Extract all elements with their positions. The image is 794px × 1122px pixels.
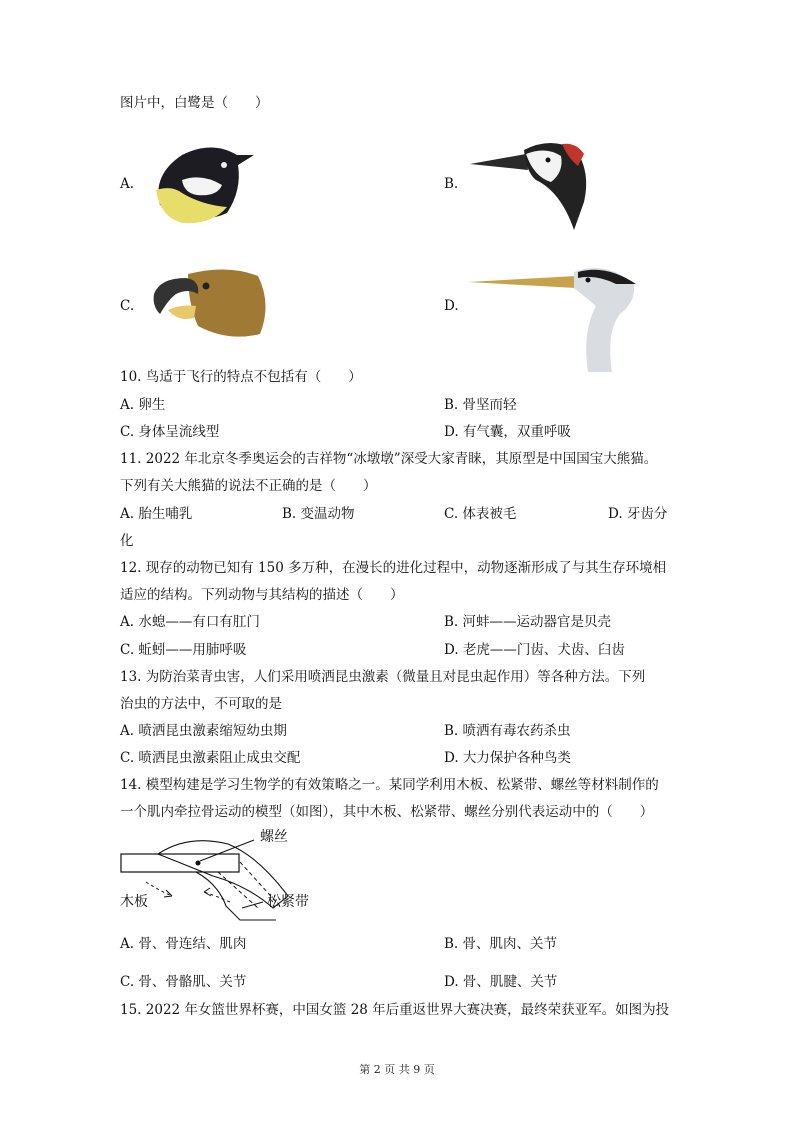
great-tit-head-icon [142,135,256,227]
question-13-stem-line2: 治虫的方法中，不可取的是 [120,696,282,712]
q14-option-c: C. 骨、骨骼肌、关节 [120,974,247,990]
q12-option-a: A. 水螅——有口有肛门 [120,614,260,630]
q11-option-a: A. 胎生哺乳 [120,506,193,522]
q13-option-d: D. 大力保护各种鸟类 [444,750,571,766]
question-13-stem-line1: 13. 为防治菜青虫害，人们采用喷洒昆虫激素（微量且对昆虫起作用）等各种方法。下列 [120,669,646,685]
diagram-label-elastic: 松紧带 [267,894,309,910]
question-9-stem: 图片中，白鹭是（ ） [120,95,269,111]
question-15-stem-line1: 15. 2022 年女篮世界杯赛，中国女篮 28 年后重返世界大赛决赛，最终荣获亚军。如图为投 [120,1002,670,1018]
diagram-label-board: 木板 [120,894,148,910]
q11-option-d: D. 牙齿分 [608,506,668,522]
q10-option-d: D. 有气囊，双重呼吸 [444,424,571,440]
option-a-label: A. [120,176,135,192]
diagram-label-screw: 螺丝 [260,829,288,845]
question-14-stem-line1: 14. 模型构建是学习生物学的有效策略之一。某同学利用木板、松紧带、螺丝等材料制作的 [120,777,659,793]
q13-option-a: A. 喷洒昆虫激素缩短幼虫期 [120,723,287,739]
q12-option-b: B. 河蚌——运动器官是贝壳 [444,614,612,630]
option-b-label: B. [444,176,459,192]
q14-option-b: B. 骨、肌肉、关节 [444,936,558,952]
heron-head-icon [466,262,642,374]
q11-option-b: B. 变温动物 [282,506,355,522]
q14-option-d: D. 骨、肌腱、关节 [444,974,558,990]
q13-option-c: C. 喷洒昆虫激素阻止成虫交配 [120,750,301,766]
question-12-stem-line1: 12. 现存的动物已知有 150 多万种，在漫长的进化过程中，动物逐渐形成了与其生存环境相 [120,560,667,576]
option-d-label: D. [444,298,459,314]
q14-option-a: A. 骨、骨连结、肌肉 [120,936,247,952]
page-footer: 第 2 页 共 9 页 [359,1063,435,1076]
option-c-label: C. [120,298,135,314]
q11-option-c: C. 体表被毛 [444,506,517,522]
question-12-stem-line2: 适应的结构。下列动物与其结构的描述（ ） [120,587,404,603]
q12-option-c: C. 蚯蚓——用肺呼吸 [120,642,247,658]
q10-option-a: A. 卵生 [120,397,166,413]
q11-option-d-wrap: 化 [120,533,134,549]
q12-option-d: D. 老虎——门齿、犬齿、臼齿 [444,642,625,658]
question-10-stem: 10. 鸟适于飞行的特点不包括有（ ） [120,369,362,385]
question-14-stem-line2: 一个肌内牵拉骨运动的模型（如图），其中木板、松紧带、螺丝分别代表运动中的（ ） [120,804,654,820]
question-11-stem-line2: 下列有关大熊猫的说法不正确的是（ ） [120,478,377,494]
q13-option-b: B. 喷洒有毒农药杀虫 [444,723,571,739]
q10-option-b: B. 骨坚而轻 [444,397,517,413]
woodpecker-head-icon [466,132,598,232]
q10-option-c: C. 身体呈流线型 [120,424,220,440]
question-11-stem-line1: 11. 2022 年北京冬季奥运会的吉祥物“冰墩墩”深受大家青睐，其原型是中国国宝大熊猫。 [120,451,658,467]
eagle-head-icon [148,264,272,344]
